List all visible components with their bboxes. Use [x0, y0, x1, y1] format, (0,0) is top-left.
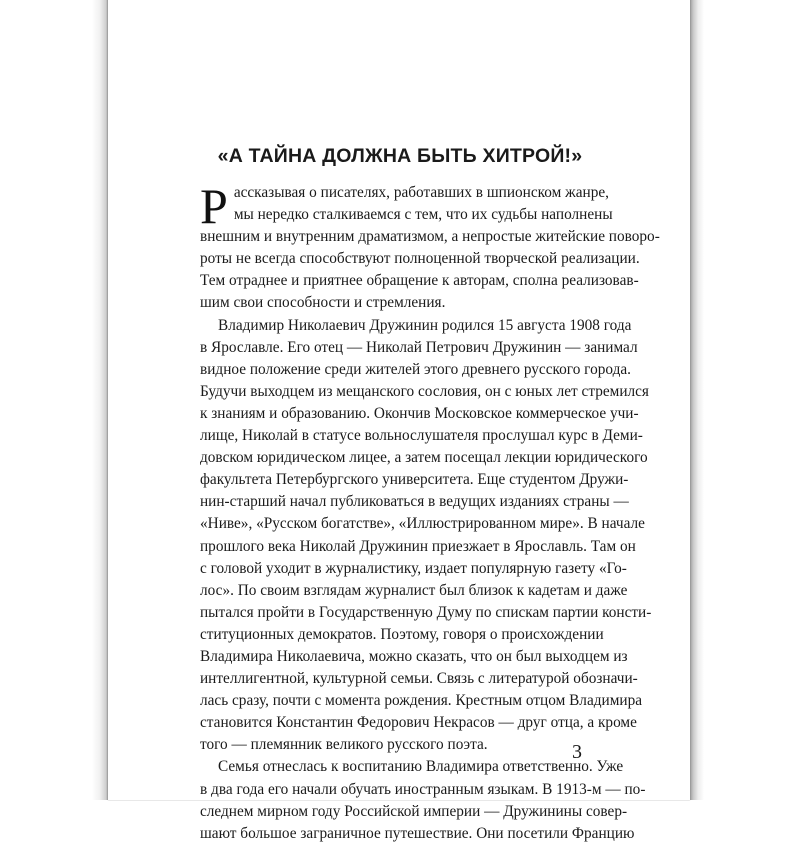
text-line: прошлого века Николай Дружинин приезжает в Ярославль. Там он: [200, 537, 636, 555]
text-line: лась сразу, почти с момента рождения. Крестным отцом Владимира: [200, 692, 643, 710]
text-line: с головой уходит в журналистику, издает популярную газету «Го-: [200, 559, 627, 577]
text-line: следнем мирном году Российской империи — Дружинины совер-: [200, 802, 628, 820]
drop-cap: Р: [200, 178, 228, 234]
paragraph-3: [200, 756, 646, 844]
page-content: [200, 144, 660, 845]
text-line: шают большое заграничное путешествие. Они посетили Францию: [200, 824, 635, 842]
text-line: Владимира Николаевича, можно сказать, что он был выходцем из: [200, 647, 628, 665]
text-line: нин-старший начал публиковаться в ведущих изданиях страны —: [200, 493, 629, 511]
text-line: роты не всегда способствуют полноценной творческой реализации.: [200, 250, 640, 268]
right-page-edge: [690, 0, 800, 800]
text-line: шим свои способности и стремления.: [200, 294, 446, 312]
paragraph-2: [200, 315, 652, 757]
text-line: ассказывая о писателях, работавших в шпионском жанре,: [233, 184, 609, 201]
text-line: лос». По своим взглядам журналист был близок к кадетам и даже: [200, 581, 628, 599]
text-line: Тем отраднее и приятнее обращение к авторам, сполна реализовав-: [200, 272, 639, 290]
text-line: мы нередко сталкиваемся с тем, что их судьбы наполнены: [233, 206, 613, 224]
text-line: пытался пройти в Государственную Думу по спискам партии консти-: [200, 603, 652, 621]
text-line: к знаниям и образованию. Окончив Московское коммерческое учи-: [200, 404, 639, 422]
text-line: факультета Петербургского университета. Еще студентом Дружи-: [200, 471, 629, 489]
text-line: видное положение среди жителей этого древнего русского города.: [200, 360, 631, 378]
text-line: довском юридическом лицее, а затем посещал лекции юридического: [200, 449, 648, 467]
text-line: в два года его начали обучать иностранным языкам. В 1913-м — по-: [200, 780, 646, 798]
text-line: «Ниве», «Русском богатстве», «Иллюстрированном мире». В начале: [200, 515, 645, 533]
text-line: лище, Николай в статусе вольнослушателя прослушал курс в Деми-: [200, 427, 643, 445]
text-line: Будучи выходцем из мещанского сословия, он с юных лет стремился: [200, 382, 649, 400]
text-line: того — племянник великого русского поэта.: [200, 736, 488, 754]
text-line: Семья отнеслась к воспитанию Владимира ответственно. Уже: [218, 758, 624, 776]
text-line: в Ярославле. Его отец — Николай Петрович Дружинин — занимал: [200, 338, 638, 356]
text-line: внешним и внутренним драматизмом, а непростые житейские поворо-: [200, 228, 660, 246]
page-number: 3: [572, 741, 582, 763]
text-line: Владимир Николаевич Дружинин родился 15 августа 1908 года: [218, 316, 632, 334]
text-line: интеллигентной, культурной семьи. Связь с литературой обозначи-: [200, 670, 638, 688]
paragraph-1: [200, 178, 660, 315]
chapter-title: «А ТАЙНА ДОЛЖНА БЫТЬ ХИТРОЙ!»: [217, 145, 583, 167]
text-line: становится Константин Федорович Некрасов — друг отца, а кроме: [200, 714, 637, 732]
left-page-edge: [0, 0, 108, 800]
text-line: ституционных демократов. Поэтому, говоря о происхождении: [200, 625, 604, 643]
